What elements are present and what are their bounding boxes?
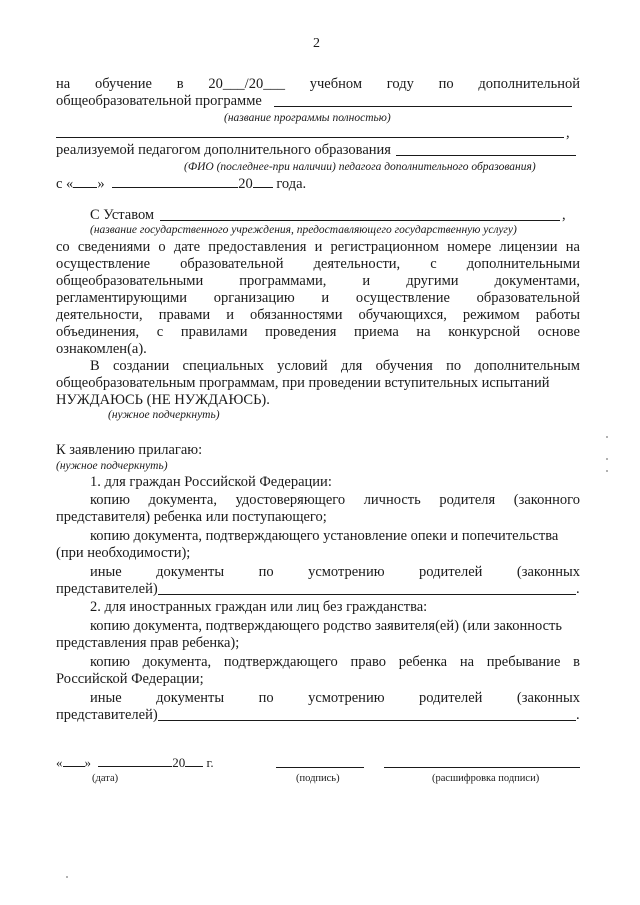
word: на <box>565 239 580 255</box>
word: со <box>56 239 70 255</box>
license-line <box>56 324 580 341</box>
date-from-line <box>56 174 306 193</box>
date-from-month-field[interactable] <box>112 174 238 188</box>
word: В <box>90 358 100 374</box>
word: по <box>446 358 462 374</box>
word: работы <box>535 307 580 323</box>
signature-field[interactable] <box>276 767 364 768</box>
license-line <box>56 256 580 273</box>
section-1-title: 1. для граждан Российской Федерации: <box>90 474 332 490</box>
s2-item3-line2: представителей) <box>56 707 158 723</box>
program-name-field[interactable] <box>274 106 572 107</box>
word: лицензии <box>499 239 558 255</box>
date-from-suffix: года. <box>276 176 307 192</box>
word: конкурсной <box>448 324 521 340</box>
word: деятельности, <box>313 256 401 272</box>
date-from-mid: » <box>97 176 105 192</box>
word: документа, <box>142 654 212 670</box>
word: обучающихся, <box>358 307 447 323</box>
sig-date-prefix: « <box>56 755 63 770</box>
word: о <box>158 239 166 255</box>
word: программами, <box>239 273 327 289</box>
line-1 <box>56 76 580 93</box>
s1-item2-line1: копию документа, подтверждающего установление опеки и попечительства <box>90 528 559 544</box>
signature-date-line <box>56 754 214 771</box>
word: в <box>176 76 184 92</box>
word: приема <box>354 324 399 340</box>
teacher-caption: (ФИО (последнее-при наличии) педагога дополнительного образования) <box>184 161 536 173</box>
word: и <box>321 290 330 306</box>
word: для <box>340 358 363 374</box>
word: право <box>350 654 386 670</box>
signature-decode-field[interactable] <box>384 767 580 768</box>
sig-year-suffix: г. <box>206 755 214 770</box>
line-teacher-label: реализуемой педагогом дополнительного образования <box>56 142 391 158</box>
program-caption: (название программы полностью) <box>224 112 391 124</box>
sig-month-field[interactable] <box>98 755 172 767</box>
comma-mark: , <box>566 125 570 141</box>
word: сведениями <box>77 239 151 255</box>
word: номере <box>447 239 492 255</box>
s1-item3-line2: представителей) <box>56 581 158 597</box>
s1-item1-line1 <box>90 492 580 509</box>
line-program-label: общеобразовательной программе <box>56 93 262 109</box>
word: (законных <box>516 564 580 580</box>
word: по <box>258 564 274 580</box>
word: пребывание <box>486 654 561 670</box>
s2-item2-line2: Российской Федерации; <box>56 671 204 687</box>
word: дополнительной <box>478 76 580 92</box>
word: на <box>56 76 71 92</box>
date-from-year: 20 <box>238 176 253 192</box>
word: дате <box>173 239 201 255</box>
word: в <box>573 654 580 670</box>
word: дополнительным <box>474 358 580 374</box>
s2-item2-line1 <box>90 654 580 671</box>
institution-caption: (название государственного учреждения, предоставляющего государственную услугу) <box>90 224 517 236</box>
word: ребенка <box>398 654 448 670</box>
sig-year-field[interactable] <box>185 755 203 767</box>
word: иные <box>90 564 122 580</box>
word: проведения <box>265 324 337 340</box>
section-2-title: 2. для иностранных граждан или лиц без гражданства: <box>90 599 428 615</box>
license-last-line: ознакомлен(а). <box>56 341 147 357</box>
scan-dot <box>606 458 608 460</box>
word: регистрационном <box>330 239 439 255</box>
word: регламентирующими <box>56 290 188 306</box>
word: удостоверяющего <box>235 492 346 508</box>
s1-period: . <box>576 581 580 597</box>
need-text[interactable]: НУЖДАЮСЬ (НЕ НУЖДАЮСЬ). <box>56 392 270 408</box>
ustav-label: С Уставом <box>90 207 155 223</box>
word: правилами <box>180 324 248 340</box>
word: усмотрению <box>308 564 385 580</box>
word: общеобразовательными <box>56 273 204 289</box>
institution-field[interactable] <box>160 220 560 221</box>
sig-signature-caption: (подпись) <box>296 773 340 784</box>
word: учебном <box>309 76 362 92</box>
word: году <box>386 76 414 92</box>
word: образовательной <box>476 290 580 306</box>
s2-other-docs-field[interactable] <box>158 720 576 721</box>
word: другими <box>406 273 459 289</box>
word: осуществление <box>355 290 450 306</box>
attach-caption: (нужное подчеркнуть) <box>56 460 168 472</box>
word: документы <box>156 690 225 706</box>
license-line <box>56 273 580 290</box>
word: родителя <box>439 492 496 508</box>
underline-caption: (нужное подчеркнуть) <box>108 409 220 421</box>
s1-item3-line1 <box>90 564 580 581</box>
sig-year: 20 <box>172 755 186 770</box>
word: обязанностями <box>250 307 343 323</box>
word: предоставления <box>208 239 307 255</box>
page-number: 2 <box>313 36 320 51</box>
word: (законного <box>513 492 580 508</box>
sig-date-mid: » <box>84 755 91 770</box>
word: подтверждающего <box>223 654 338 670</box>
teacher-name-field[interactable] <box>396 155 576 156</box>
word: дополнительными <box>466 256 580 272</box>
word: родителей <box>419 564 483 580</box>
word: копию <box>90 654 130 670</box>
scan-dot <box>606 470 608 472</box>
special-line-1 <box>90 358 580 375</box>
word: объединения, <box>56 324 140 340</box>
word: усмотрению <box>308 690 385 706</box>
word: создании <box>112 358 170 374</box>
word: по <box>438 76 454 92</box>
license-line <box>56 290 580 307</box>
s2-item1-line1: копию документа, подтверждающего родство заявителя(ей) (или законность <box>90 618 563 634</box>
ustav-comma: , <box>562 207 566 223</box>
date-from-day-field[interactable] <box>73 174 97 188</box>
word: с <box>156 324 164 340</box>
scan-dot <box>606 436 608 438</box>
s1-item1-line2: представителя) ребенка или поступающего; <box>56 509 327 525</box>
s1-item2-line2: (при необходимости); <box>56 545 191 561</box>
word: образовательной <box>180 256 284 272</box>
license-line <box>56 307 580 324</box>
word: по <box>258 690 274 706</box>
scan-dot <box>66 876 68 878</box>
word: режимом <box>462 307 520 323</box>
word: условий <box>277 358 328 374</box>
special-line-2: общеобразовательным программам, при проведении вступительных испытаний <box>56 375 550 391</box>
sig-date-caption: (дата) <box>92 773 119 784</box>
word: иные <box>90 690 122 706</box>
word: (законных <box>516 690 580 706</box>
s2-item3-line1 <box>90 690 580 707</box>
word: обучение <box>94 76 152 92</box>
s1-other-docs-field[interactable] <box>158 594 576 595</box>
license-line <box>56 239 580 256</box>
word: и <box>226 307 234 323</box>
word: основе <box>537 324 580 340</box>
word: деятельности, <box>56 307 143 323</box>
date-from-year-field[interactable] <box>253 174 273 188</box>
program-name-field-2[interactable] <box>56 137 564 138</box>
attach-title: К заявлению прилагаю: <box>56 442 203 458</box>
word: правами <box>158 307 211 323</box>
word: родителей <box>419 690 483 706</box>
word: и <box>362 273 371 289</box>
sig-decode-caption: (расшифровка подписи) <box>432 773 540 784</box>
word: и <box>314 239 323 255</box>
word: документы <box>156 564 225 580</box>
word: на <box>416 324 431 340</box>
word: осуществление <box>56 256 151 272</box>
word: личность <box>363 492 421 508</box>
word: организацию <box>213 290 295 306</box>
word: 20___/20___ <box>208 76 285 92</box>
word: документа, <box>148 492 217 508</box>
word: на <box>459 654 475 670</box>
word: специальных <box>182 358 264 374</box>
s2-period: . <box>576 707 580 723</box>
word: обучения <box>375 358 433 374</box>
word: с <box>430 256 437 272</box>
sig-day-field[interactable] <box>63 755 85 767</box>
date-from-prefix: с « <box>56 176 74 192</box>
word: копию <box>90 492 130 508</box>
s2-item1-line2: представления прав ребенка); <box>56 635 240 651</box>
word: документами, <box>494 273 580 289</box>
